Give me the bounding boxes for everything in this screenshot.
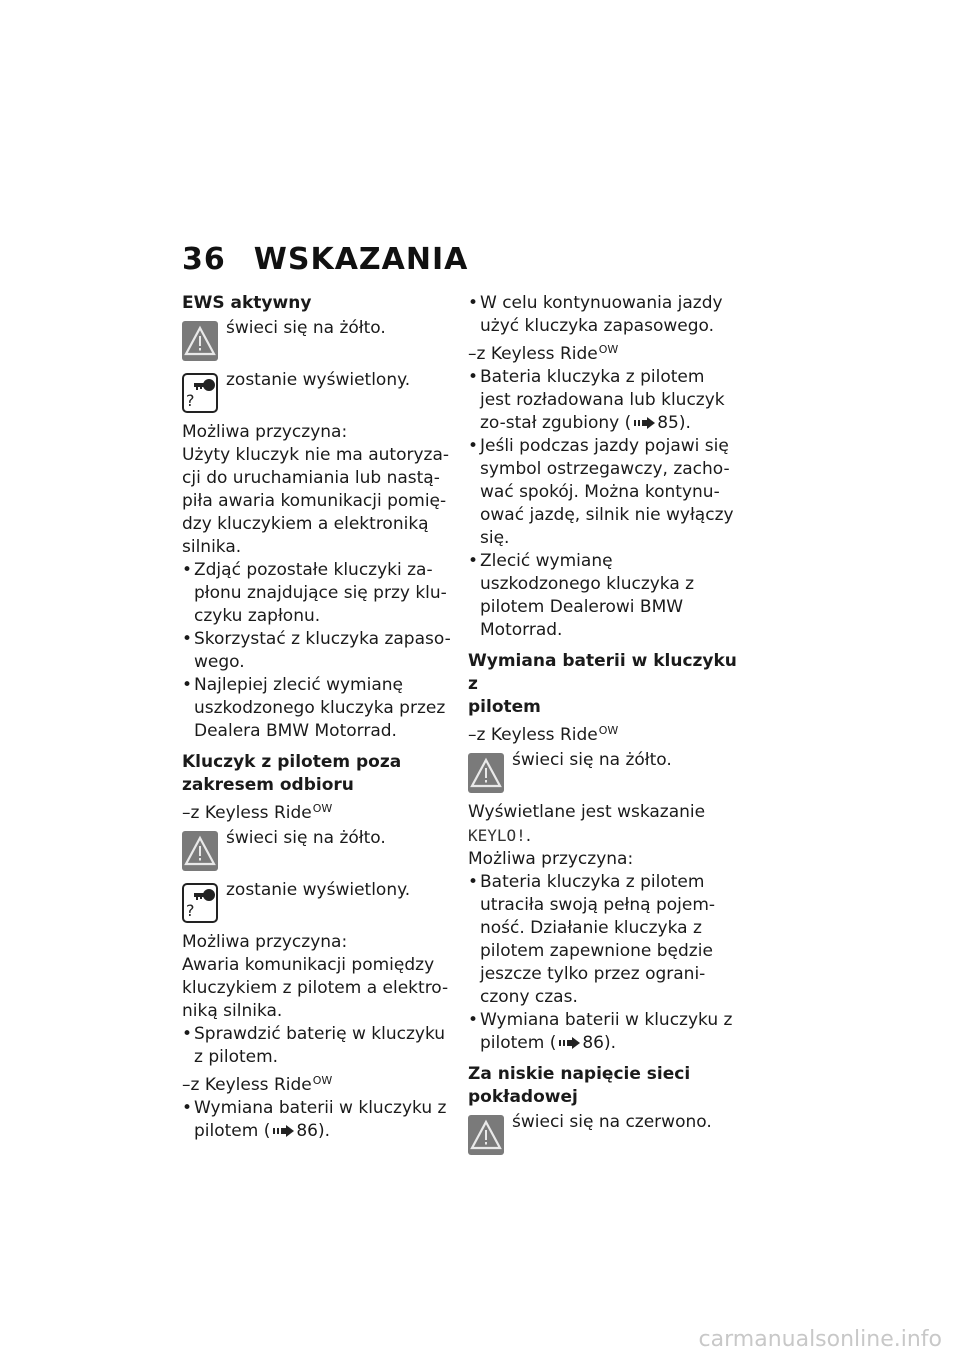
ow-mark: OW [598, 343, 619, 356]
warning-triangle-icon [468, 753, 504, 793]
keyless-label: z Keyless Ride [190, 1075, 312, 1095]
range-bullet-2 [182, 1097, 452, 1143]
ews-line1: świeci się na żółto. [226, 318, 386, 338]
ow-mark: OW [312, 802, 333, 815]
range-cause-text: Awaria komunikacji pomiędzy kluczykiem z pilotem a elektro-niką silnika. [182, 955, 449, 1021]
right-bullet-2 [468, 366, 738, 435]
range-cause-label: Możliwa przyczyna: [182, 932, 348, 952]
ews-heading: EWS aktywny [182, 293, 312, 313]
range-bullet-1: • Sprawdzić baterię w kluczyku z pilotem. [182, 1023, 452, 1069]
section-title: WSKAZANIA [253, 242, 469, 277]
keyless-label: z Keyless Ride [476, 725, 598, 745]
reference-arrow-icon [558, 1037, 580, 1049]
battery-cause-label: Możliwa przyczyna: [468, 849, 634, 869]
key-question-icon [182, 883, 218, 923]
range-keyless-note: –z Keyless Ride$^{OW}$ [182, 802, 333, 823]
voltage-heading-line1: Za niskie napięcie sieci [468, 1064, 691, 1084]
bullet-text-end: ). [604, 1033, 617, 1053]
page-ref[interactable]: 86 [296, 1121, 318, 1141]
range-heading-line2: zakresem odbioru [182, 775, 354, 795]
page-number: 36 [182, 242, 226, 277]
battery-bullet-2 [468, 1009, 738, 1055]
battery-heading-line1: Wymiana baterii w kluczyku z [468, 651, 737, 694]
keyless-label: z Keyless Ride [190, 803, 312, 823]
bullet-text-end: ). [678, 413, 691, 433]
right-bullet-4: • Zlecić wymianę uszkodzonego kluczyka z pilotem Dealerowi BMW Motorrad. [468, 550, 738, 642]
watermark: carmanualsonline.info [698, 1327, 942, 1352]
right-bullet-3: • Jeśli podczas jazdy pojawi się symbol ostrzegawczy, zacho-wać spokój. Można kontynu-ować jazdę, silnik nie wyłączy się. [468, 435, 738, 550]
bullet-text: Wymiana baterii w kluczyku z pilotem ( [480, 1010, 733, 1053]
range-keyless-note-2: –z Keyless Ride$^{OW}$ [182, 1074, 333, 1095]
battery-keyless-note: –z Keyless Ride$^{OW}$ [468, 724, 619, 745]
page-ref[interactable]: 85 [657, 413, 679, 433]
reference-arrow-icon [272, 1125, 294, 1137]
left-column [182, 292, 452, 1143]
ow-mark: OW [598, 724, 619, 737]
right-bullet-1: • W celu kontynuowania jazdy użyć kluczyka zapasowego. [468, 292, 738, 338]
range-warning-row [182, 827, 452, 871]
keyless-label: z Keyless Ride [476, 344, 598, 364]
bullet-text: Bateria kluczyka z pilotem jest rozładowana lub kluczyk zo-stał zgubiony ( [480, 367, 725, 433]
bullet-text: Wymiana baterii w kluczyku z pilotem ( [194, 1098, 447, 1141]
ow-mark: OW [312, 1074, 333, 1087]
ews-bullet-2: • Skorzystać z kluczyka zapaso-wego. [182, 628, 452, 674]
battery-display-text: Wyświetlane jest wskazanie [468, 802, 706, 822]
battery-line1: świeci się na żółto. [512, 750, 672, 770]
page-header [182, 242, 468, 277]
display-code-period: . [525, 826, 532, 846]
ews-bullet-1: • Zdjąć pozostałe kluczyki za-płonu znajdujące się przy klu-czyku zapłonu. [182, 559, 452, 628]
battery-heading-line2: pilotem [468, 697, 541, 717]
range-line2: zostanie wyświetlony. [226, 880, 411, 900]
svg-text:?: ? [186, 901, 195, 920]
warning-triangle-icon [182, 321, 218, 361]
range-line1: świeci się na żółto. [226, 828, 386, 848]
battery-display-code-line [468, 824, 738, 848]
ews-cause-text: Użyty kluczyk nie ma autoryza-cji do uruchamiania lub nastą-piła awaria komunikacji pomię-dzy kluczykiem a elektroniką silnika. [182, 445, 450, 557]
voltage-line1: świeci się na czerwono. [512, 1112, 712, 1132]
key-question-icon [182, 373, 218, 413]
ews-key-row [182, 369, 452, 413]
range-key-row [182, 879, 452, 923]
ews-cause-label: Możliwa przyczyna: [182, 422, 348, 442]
svg-text:?: ? [186, 391, 195, 410]
voltage-warning-row [468, 1111, 738, 1155]
ews-line2: zostanie wyświetlony. [226, 370, 411, 390]
right-column [468, 292, 738, 1163]
right-keyless-note: –z Keyless Ride$^{OW}$ [468, 343, 619, 364]
range-heading-line1: Kluczyk z pilotem poza [182, 752, 402, 772]
warning-triangle-icon [468, 1115, 504, 1155]
reference-arrow-icon [633, 417, 655, 429]
ews-warning-row [182, 317, 452, 361]
voltage-heading-line2: pokładowej [468, 1087, 578, 1107]
battery-warning-row [468, 749, 738, 793]
ews-bullet-3: • Najlepiej zlecić wymianę uszkodzonego kluczyka przez Dealera BMW Motorrad. [182, 674, 452, 743]
display-code: KEYLO! [468, 826, 526, 845]
bullet-text-end: ). [318, 1121, 331, 1141]
battery-bullet-1: • Bateria kluczyka z pilotem utraciła swoją pełną pojem-ność. Działanie kluczyka z pilotem zapewnione będzie jeszcze tylko przez ograni-czony czas. [468, 871, 738, 1009]
warning-triangle-icon [182, 831, 218, 871]
page-ref[interactable]: 86 [582, 1033, 604, 1053]
